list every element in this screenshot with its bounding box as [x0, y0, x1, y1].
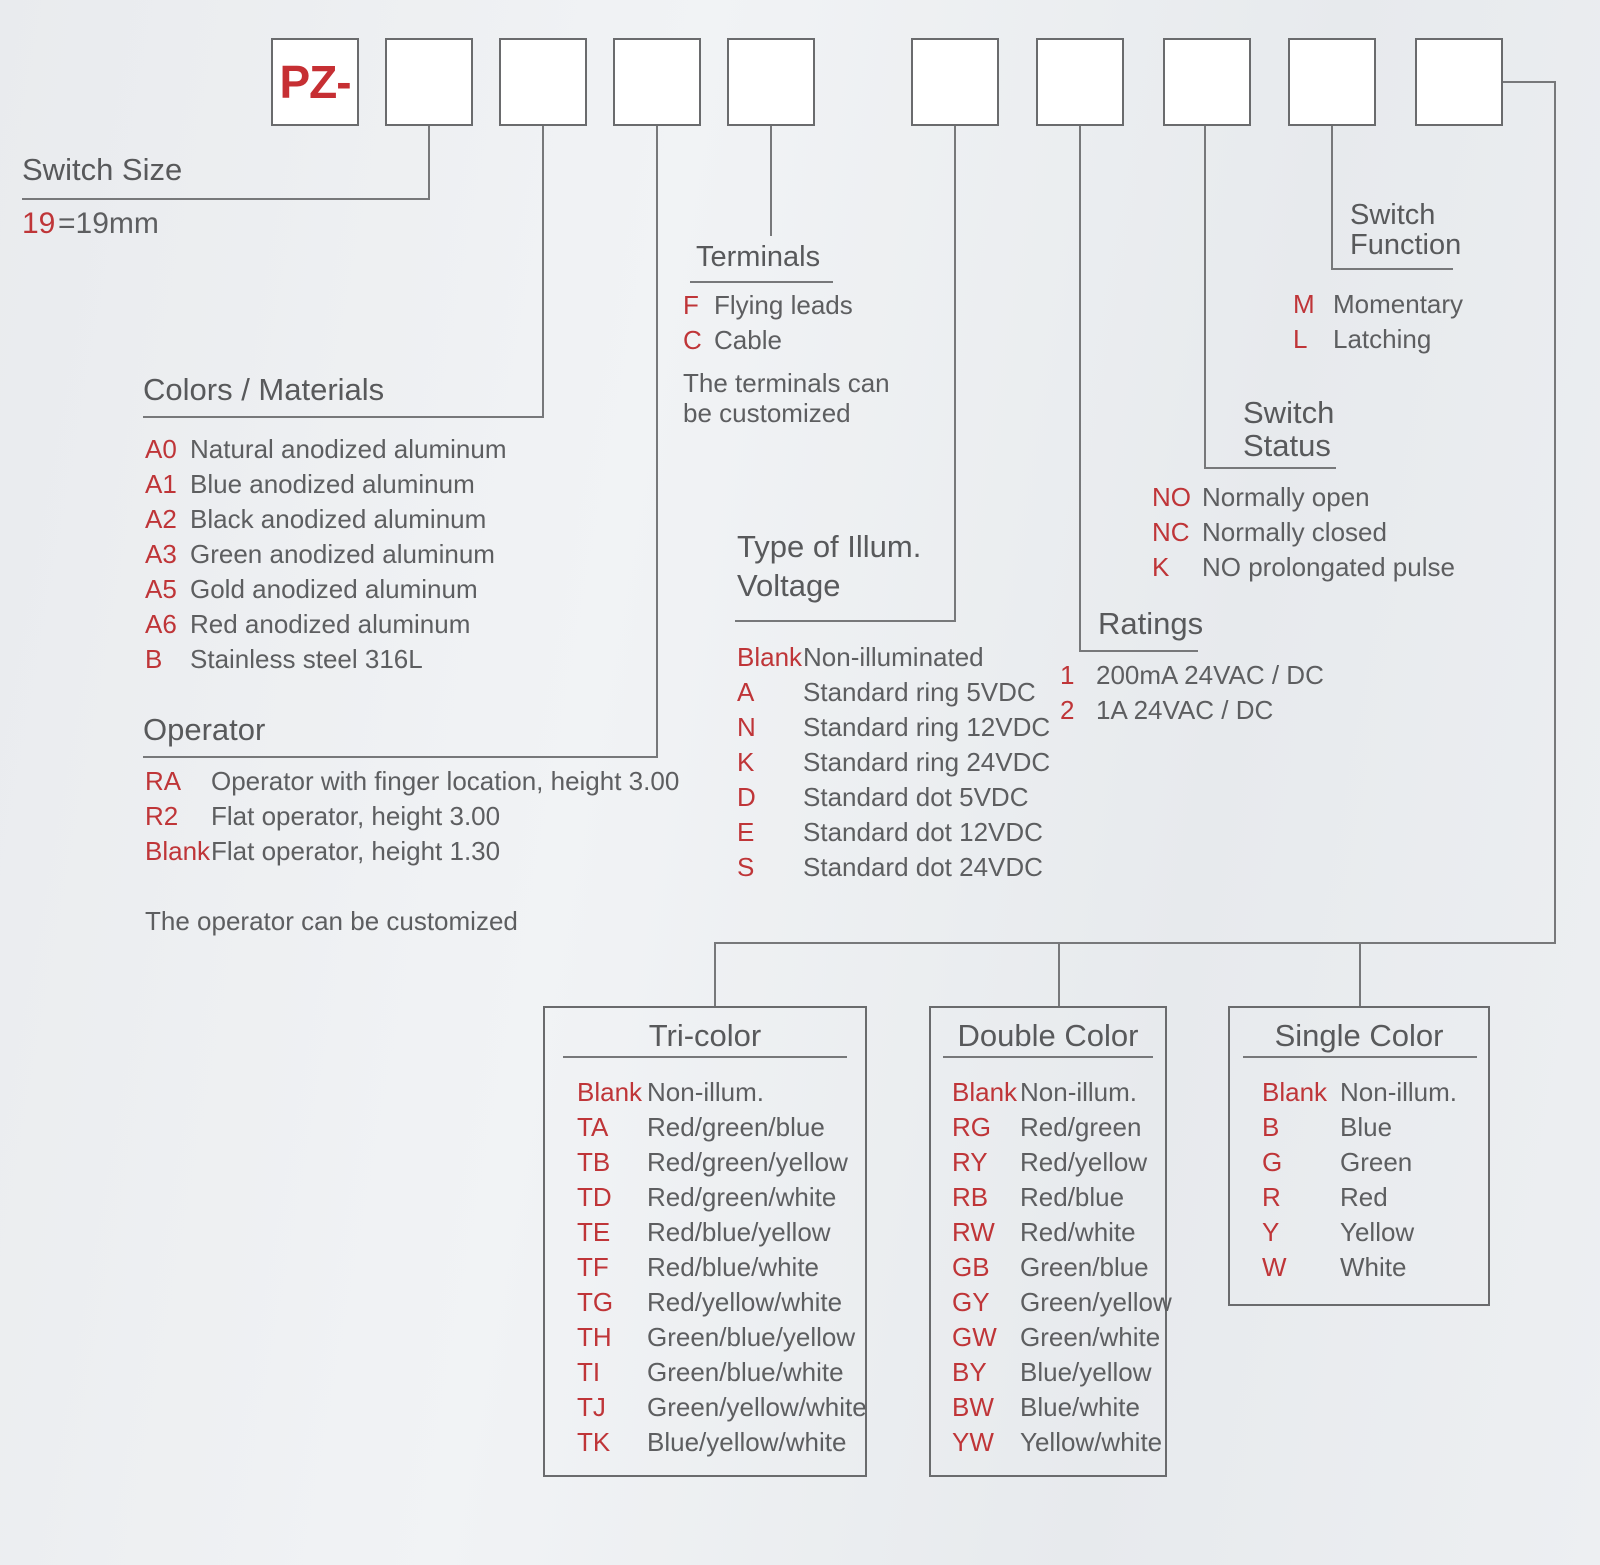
option-row: [952, 1250, 1172, 1285]
option-label: Non-illum.: [1020, 1077, 1138, 1107]
option-row: [145, 467, 507, 502]
section-underline: [1079, 650, 1198, 652]
switch-status-heading: [1243, 396, 1334, 463]
option-code: TD: [577, 1182, 612, 1212]
option-label: Green/yellow: [1020, 1287, 1172, 1317]
code-box-operator: [613, 38, 701, 126]
section-underline: [1331, 268, 1453, 270]
option-code: TA: [577, 1112, 609, 1142]
option-row: [145, 502, 507, 537]
option-label: Yellow: [1340, 1217, 1415, 1247]
code-box-terminals: [727, 38, 815, 126]
option-code: F: [683, 290, 699, 320]
option-label: Flying leads: [714, 290, 853, 320]
connector-line: [1331, 126, 1333, 270]
option-code: A2: [145, 504, 177, 534]
option-code: YW: [952, 1427, 994, 1457]
section-underline: [735, 620, 956, 622]
option-label: Momentary: [1333, 289, 1464, 319]
option-row: [952, 1180, 1172, 1215]
option-row: [1152, 480, 1455, 515]
option-code: BW: [952, 1392, 994, 1422]
option-code: C: [683, 325, 702, 355]
option-row: [952, 1320, 1172, 1355]
option-row: [145, 642, 507, 677]
option-row: [1262, 1215, 1457, 1250]
option-label: Green: [1340, 1147, 1413, 1177]
switch-size-heading: Switch Size: [22, 152, 183, 187]
option-code: 1: [1060, 660, 1075, 690]
option-row: [737, 815, 1050, 850]
terminals-options: [683, 288, 853, 358]
connector-line: [143, 756, 658, 758]
option-code: TJ: [577, 1392, 606, 1422]
connector-line: [954, 126, 956, 622]
option-label: Cable: [714, 325, 782, 355]
tri-color-table: [543, 1006, 867, 1477]
connector-line: [1204, 126, 1206, 469]
code-box-illumination-color: [1415, 38, 1503, 126]
option-code: NC: [1152, 517, 1190, 547]
terminals-note-line1: The terminals can: [683, 368, 890, 398]
option-label: Blue: [1340, 1112, 1393, 1142]
option-label: Red anodized aluminum: [190, 609, 471, 639]
option-code: Blank: [1262, 1077, 1328, 1107]
option-label: Standard dot 5VDC: [803, 782, 1029, 812]
option-label: Red/blue/yellow: [647, 1217, 831, 1247]
option-row: [577, 1180, 867, 1215]
option-label: Gold anodized aluminum: [190, 574, 478, 604]
option-label: Standard dot 12VDC: [803, 817, 1043, 847]
option-code: RY: [952, 1147, 988, 1177]
connector-line: [1359, 942, 1361, 1006]
option-code: GY: [952, 1287, 990, 1317]
option-row: [1262, 1250, 1457, 1285]
option-code: RB: [952, 1182, 989, 1212]
option-label: =19mm: [58, 207, 159, 240]
switch-status-heading-line1: Switch: [1243, 395, 1335, 430]
connector-line: [1554, 81, 1556, 944]
option-row: [683, 288, 853, 323]
option-code: A0: [145, 434, 177, 464]
option-label: Blue/yellow: [1020, 1357, 1152, 1387]
option-code: TF: [577, 1252, 609, 1282]
option-row: [577, 1250, 867, 1285]
ratings-options: [1060, 658, 1324, 728]
single-color-table-title: Single Color: [1274, 1018, 1444, 1053]
connector-line: [1503, 81, 1556, 83]
option-label: NO prolongated pulse: [1202, 552, 1455, 582]
section-underline: [690, 281, 833, 283]
option-code: Blank: [737, 642, 803, 672]
option-code: S: [737, 852, 755, 882]
option-label: Green/blue/white: [647, 1357, 844, 1387]
option-code: A6: [145, 609, 177, 639]
option-code: GW: [952, 1322, 997, 1352]
code-box-colors-materials: [499, 38, 587, 126]
option-code: NO: [1152, 482, 1191, 512]
option-row: [1060, 693, 1324, 728]
option-row: [737, 640, 1050, 675]
option-label: Normally closed: [1202, 517, 1387, 547]
connector-line: [428, 126, 430, 200]
option-label: Standard ring 12VDC: [803, 712, 1051, 742]
option-row: [683, 323, 853, 358]
option-label: Natural anodized aluminum: [190, 434, 507, 464]
colors-materials-options: [145, 432, 507, 677]
option-row: [577, 1425, 867, 1460]
option-label: Standard dot 24VDC: [803, 852, 1043, 882]
option-label: Red/yellow/white: [647, 1287, 843, 1317]
option-code: A3: [145, 539, 177, 569]
option-row: [1262, 1145, 1457, 1180]
option-row: [1262, 1110, 1457, 1145]
option-label: Green/blue: [1020, 1252, 1149, 1282]
option-label: Yellow/white: [1020, 1427, 1163, 1457]
option-code: E: [737, 817, 755, 847]
option-row: [737, 745, 1050, 780]
option-row: [577, 1355, 867, 1390]
code-box-illumination-voltage: [911, 38, 999, 126]
option-row: [577, 1110, 867, 1145]
option-label: Blue anodized aluminum: [190, 469, 475, 499]
option-code: G: [1262, 1147, 1283, 1177]
option-label: Latching: [1333, 324, 1432, 354]
single-color-options: [1262, 1075, 1457, 1285]
operator-options: [145, 764, 679, 869]
code-box-switch-status: [1163, 38, 1251, 126]
option-row: [1293, 287, 1463, 322]
option-row: [952, 1215, 1172, 1250]
option-code: RG: [952, 1112, 991, 1142]
option-label: Green/white: [1020, 1322, 1161, 1352]
option-code: B: [145, 644, 163, 674]
code-box-ratings: [1036, 38, 1124, 126]
option-code: TE: [577, 1217, 611, 1247]
option-code: A1: [145, 469, 177, 499]
option-row: [1262, 1075, 1457, 1110]
terminals-note: [683, 368, 890, 428]
option-label: Green/yellow/white: [647, 1392, 867, 1422]
connector-line: [714, 942, 716, 1006]
option-row: [1060, 658, 1324, 693]
option-label: Non-illum.: [1340, 1077, 1458, 1107]
option-label: Green anodized aluminum: [190, 539, 495, 569]
section-underline: [1204, 467, 1336, 469]
option-row: [577, 1390, 867, 1425]
option-code: GB: [952, 1252, 990, 1282]
option-label: Red/green: [1020, 1112, 1142, 1142]
illumination-voltage-options: [737, 640, 1050, 885]
option-code: D: [737, 782, 756, 812]
option-row: [1152, 515, 1455, 550]
option-label: Red/green/white: [647, 1182, 837, 1212]
option-code: Y: [1262, 1217, 1280, 1247]
illumination-voltage-heading: [737, 528, 921, 606]
option-row: [737, 710, 1050, 745]
option-label: 1A 24VAC / DC: [1096, 695, 1274, 725]
illumination-voltage-heading-line1: Type of Illum.: [737, 529, 922, 564]
connector-line: [1058, 942, 1060, 1006]
option-row: [952, 1145, 1172, 1180]
switch-function-heading-line1: Switch: [1350, 199, 1436, 231]
connector-line: [143, 416, 544, 418]
option-row: [577, 1320, 867, 1355]
option-row: [145, 834, 679, 869]
ratings-heading: Ratings: [1098, 606, 1204, 641]
option-code: TH: [577, 1322, 612, 1352]
option-label: Non-illum.: [647, 1077, 765, 1107]
option-label: Blue/yellow/white: [647, 1427, 847, 1457]
switch-function-options: [1293, 287, 1463, 357]
option-row: [145, 537, 507, 572]
switch-function-heading-line2: Function: [1350, 229, 1462, 262]
option-row: [952, 1075, 1172, 1110]
option-code: 2: [1060, 695, 1075, 725]
option-label: Non-illuminated: [803, 642, 984, 672]
option-row: [1262, 1180, 1457, 1215]
option-code: N: [737, 712, 756, 742]
option-code: W: [1262, 1252, 1287, 1282]
option-label: Flat operator, height 3.00: [211, 801, 501, 831]
terminals-heading: Terminals: [696, 241, 821, 273]
option-label: Red/white: [1020, 1217, 1136, 1247]
illumination-voltage-heading-line2: Voltage: [737, 567, 841, 603]
option-code: RW: [952, 1217, 995, 1247]
option-label: Red/blue/white: [647, 1252, 819, 1282]
double-color-table-title: Double Color: [957, 1018, 1139, 1053]
operator-note: The operator can be customized: [145, 906, 518, 936]
option-row: [737, 780, 1050, 815]
option-label: Flat operator, height 1.30: [211, 836, 501, 866]
option-label: Red: [1340, 1182, 1388, 1212]
option-row: [1293, 322, 1463, 357]
switch-status-options: [1152, 480, 1455, 585]
code-box-switch-size: [385, 38, 473, 126]
option-code: M: [1293, 289, 1315, 319]
option-code: TK: [577, 1427, 611, 1457]
option-code: TI: [577, 1357, 601, 1387]
option-row: [952, 1110, 1172, 1145]
option-code: Blank: [577, 1077, 643, 1107]
option-label: Red/blue: [1020, 1182, 1125, 1212]
option-row: [145, 607, 507, 642]
connector-line: [770, 126, 772, 236]
option-code: A: [737, 677, 755, 707]
option-code: A5: [145, 574, 177, 604]
option-row: [145, 799, 679, 834]
operator-heading: Operator: [143, 712, 266, 747]
single-color-table: [1228, 1006, 1490, 1306]
option-code: L: [1293, 324, 1308, 354]
option-code: K: [737, 747, 755, 777]
option-code: R2: [145, 801, 179, 831]
option-label: Standard ring 24VDC: [803, 747, 1051, 777]
option-label: Operator with finger location, height 3.00: [211, 766, 680, 796]
option-label: Black anodized aluminum: [190, 504, 487, 534]
option-row: [577, 1215, 867, 1250]
option-row: [145, 764, 679, 799]
option-row: [952, 1425, 1172, 1460]
option-row: [737, 850, 1050, 885]
double-color-options: [952, 1075, 1172, 1460]
code-box-switch-function: [1288, 38, 1376, 126]
connector-line: [656, 126, 658, 758]
tri-color-options: [577, 1075, 867, 1460]
connector-line: [22, 198, 430, 200]
switch-status-heading-line2: Status: [1243, 428, 1331, 464]
option-code: B: [1262, 1112, 1280, 1142]
option-label: Stainless steel 316L: [190, 644, 423, 674]
option-row: [145, 432, 507, 467]
colors-materials-heading: Colors / Materials: [143, 372, 385, 407]
terminals-note-line2: be customized: [683, 398, 851, 428]
option-row: [1152, 550, 1455, 585]
option-code: TG: [577, 1287, 614, 1317]
connector-line: [1079, 126, 1081, 652]
option-label: 200mA 24VAC / DC: [1096, 660, 1324, 690]
option-code: K: [1152, 552, 1170, 582]
option-code: TB: [577, 1147, 611, 1177]
option-label: Green/blue/yellow: [647, 1322, 856, 1352]
option-row: [145, 572, 507, 607]
option-code: RA: [145, 766, 182, 796]
connector-line: [542, 126, 544, 418]
option-row: [952, 1390, 1172, 1425]
option-label: Standard ring 5VDC: [803, 677, 1036, 707]
option-row: [737, 675, 1050, 710]
option-code: Blank: [952, 1077, 1018, 1107]
option-label: White: [1340, 1252, 1407, 1282]
double-color-table: [929, 1006, 1172, 1477]
option-label: Red/yellow: [1020, 1147, 1148, 1177]
option-code: 19: [22, 207, 56, 240]
option-row: [577, 1075, 867, 1110]
option-row: [22, 205, 159, 243]
option-row: [952, 1285, 1172, 1320]
connector-line: [714, 942, 1556, 944]
option-label: Normally open: [1202, 482, 1370, 512]
option-row: [952, 1355, 1172, 1390]
option-label: Blue/white: [1020, 1392, 1140, 1422]
option-code: Blank: [145, 836, 211, 866]
option-code: BY: [952, 1357, 987, 1387]
option-row: [577, 1145, 867, 1180]
option-code: R: [1262, 1182, 1281, 1212]
option-row: [577, 1285, 867, 1320]
option-label: Red/green/blue: [647, 1112, 825, 1142]
option-label: Red/green/yellow: [647, 1147, 848, 1177]
switch-function-heading: [1350, 200, 1461, 261]
part-prefix-box: [271, 38, 359, 126]
tri-color-table-title: Tri-color: [648, 1018, 762, 1053]
part-prefix-label: PZ-: [279, 56, 351, 108]
